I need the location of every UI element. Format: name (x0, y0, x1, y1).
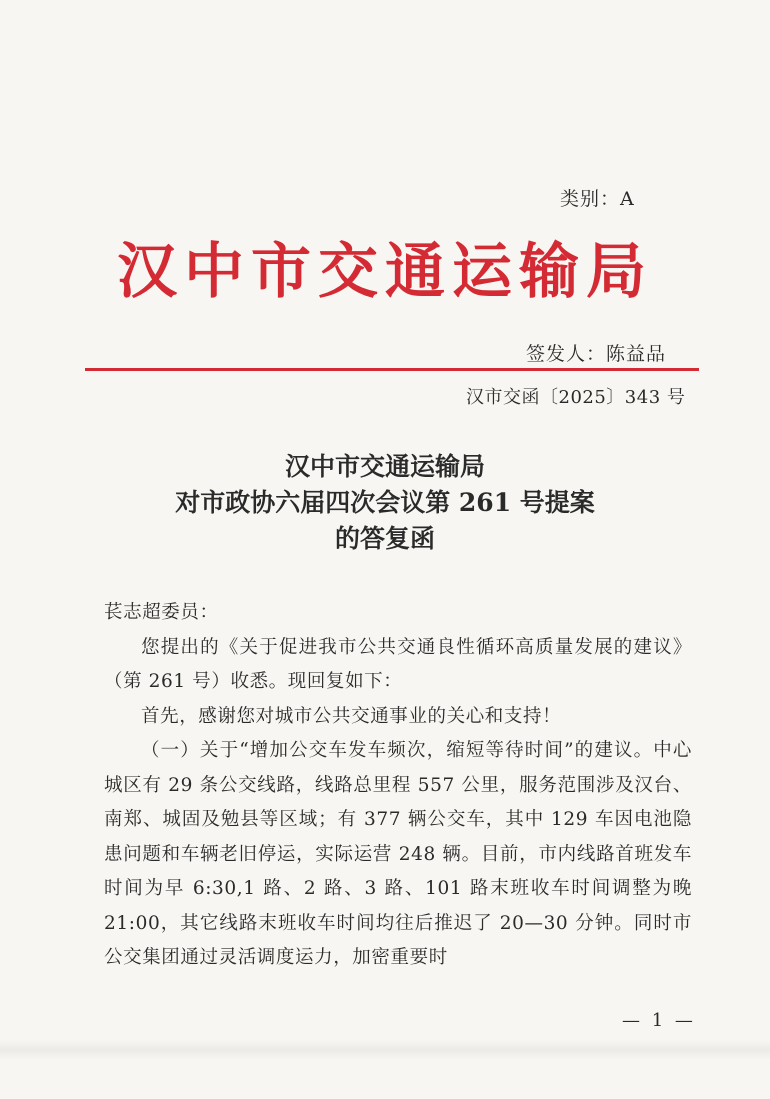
title-line-3: 的答复函 (334, 524, 435, 553)
category-label: 类别：A (560, 188, 635, 210)
issuer-label: 签发人：陈益品 (526, 343, 667, 365)
letter-body (104, 596, 692, 976)
scan-artifact (0, 1040, 770, 1060)
title-line-2: 对市政协六届四次会议第 261 号提案 (175, 488, 595, 517)
title-line-1: 汉中市交通运输局 (284, 452, 485, 481)
agency-letterhead: 汉中市交通运输局 (117, 237, 653, 307)
paragraph: 您提出的《关于促进我市公共交通良性循环高质量发展的建议》（第 261 号）收悉。现回复如下： (104, 636, 692, 692)
paragraph: （一）关于“增加公交车发车频次，缩短等待时间”的建议。中心城区有 29 条公交线路，线路总里程 557 公里，服务范围涉及汉台、南郑、城固及勉县等区域；有 377 辆公交车，其中 129 车因电池隐患问题和车辆老旧停运，实际运营 248 辆。目前，市内线路首班发车时间为早 6:30,1 路、2 路、3 路、101 路末班收车时间调整为晚 21:00，其它线路末班收车时间均往后推迟了 20—30 分钟。同时市公交集团通过灵活调度运力，加密重要时 (104, 740, 692, 968)
page-number: — 1 — (622, 1010, 696, 1031)
red-divider-line (85, 368, 699, 371)
paragraph: 首先，感谢您对城市公共交通事业的关心和支持！ (141, 705, 562, 727)
document-number: 汉市交函〔2025〕343 号 (466, 387, 686, 408)
salutation: 苌志超委员： (104, 602, 219, 623)
document-title (0, 449, 770, 557)
